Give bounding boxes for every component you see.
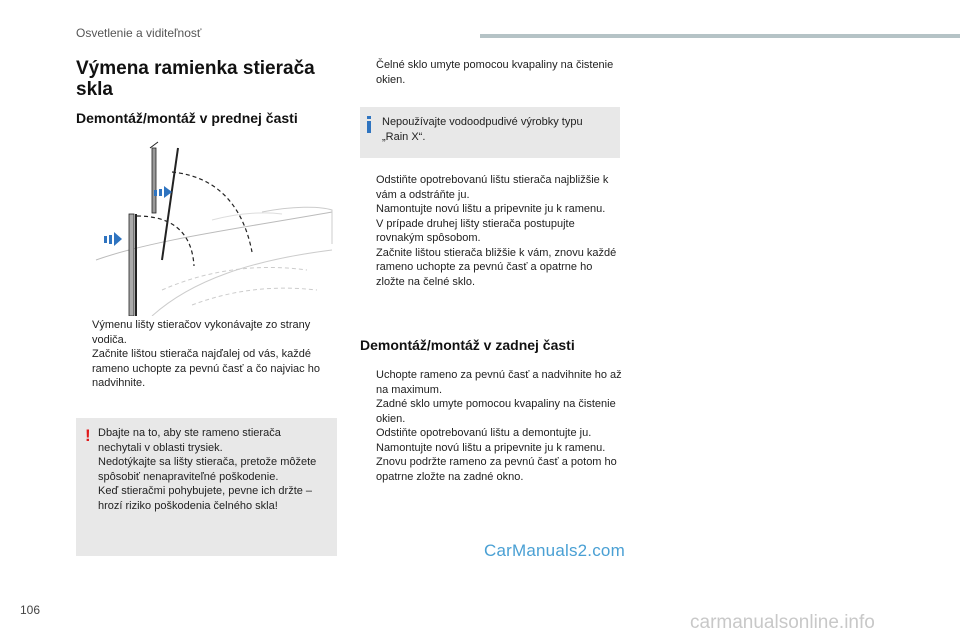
list-item: Namontujte novú lištu a pripevnite ju k ramenu.	[376, 441, 606, 454]
page-title: Výmena ramienka stierača skla	[76, 58, 315, 100]
wiper-arm	[150, 142, 158, 148]
rear-steps	[360, 368, 622, 484]
warning-note: ! Dbajte na to, aby ste rameno stierača nechytali v oblasti trysiek. Nedotýkajte sa lišty stierača, pretože môžete spôsobiť nenapraviteľné poškodenie. Keď stieračmi pohybujete, pevne ich držte – hrozí riziko poškodenia čelného skla!	[76, 418, 337, 556]
wiper-arm	[162, 148, 178, 260]
footer-site[interactable]: carmanualsonline.info	[690, 612, 875, 633]
list-item: Začnite lištou stierača najďalej od vás, každé rameno uchopte za pevnú časť a čo najviac ho nadvihnite.	[92, 348, 320, 389]
list-item: Namontujte novú lištu a pripevnite ju k ramenu.	[376, 203, 606, 215]
front-steps	[76, 318, 326, 391]
windshield-line	[212, 213, 282, 220]
list-item: Znovu podržte rameno za pevnú časť a potom ho opatrne zložte na zadné okno.	[376, 456, 617, 483]
list-item: Začnite lištou stierača bližšie k vám, znovu každé rameno uchopte za pevnú časť a opatrne ho zložte na čelné sklo.	[376, 246, 617, 288]
list-item: Výmenu lišty stieračov vykonávajte zo strany vodiča.	[92, 319, 311, 346]
info-icon	[367, 116, 371, 133]
wiper-diagram	[92, 140, 334, 316]
page-number: 106	[20, 603, 41, 617]
arrow-icon	[154, 186, 172, 198]
windshield-line	[152, 250, 332, 316]
right-step-top	[360, 58, 620, 87]
list-item: Zadné sklo umyte pomocou kvapaliny na čistenie okien.	[376, 398, 616, 425]
windshield-line	[192, 288, 317, 305]
list-item: Odstiňte opotrebovanú lištu a demontujte ju.	[376, 427, 592, 439]
list-item: V prípade druhej lišty stierača postupujte rovnakým spôsobom.	[376, 217, 575, 244]
exclamation-icon: !	[85, 426, 91, 445]
wiper-blade	[129, 214, 134, 316]
section-header: Osvetlenie a viditeľnosť	[76, 26, 202, 40]
arrow-icon	[104, 232, 122, 246]
swing-arc	[172, 172, 252, 252]
list-item: Čelné sklo umyte pomocou kvapaliny na čistenie okien.	[376, 59, 614, 86]
list-item: Uchopte rameno za pevnú časť a nadvihnite ho až na maximum.	[376, 369, 622, 396]
rear-heading: Demontáž/montáž v zadnej časti	[360, 337, 575, 353]
wiper-blade	[152, 148, 156, 213]
watermark[interactable]: CarManuals2.com	[484, 541, 625, 560]
info-note: Nepoužívajte vodoodpudivé výrobky typu „Rain X“.	[360, 107, 620, 158]
front-heading: Demontáž/montáž v prednej časti	[76, 110, 298, 126]
header-rule	[480, 34, 960, 38]
list-item: Odstiňte opotrebovanú lištu stierača najbližšie k vám a odstráňte ju.	[376, 174, 609, 201]
right-steps-mid	[360, 173, 620, 289]
